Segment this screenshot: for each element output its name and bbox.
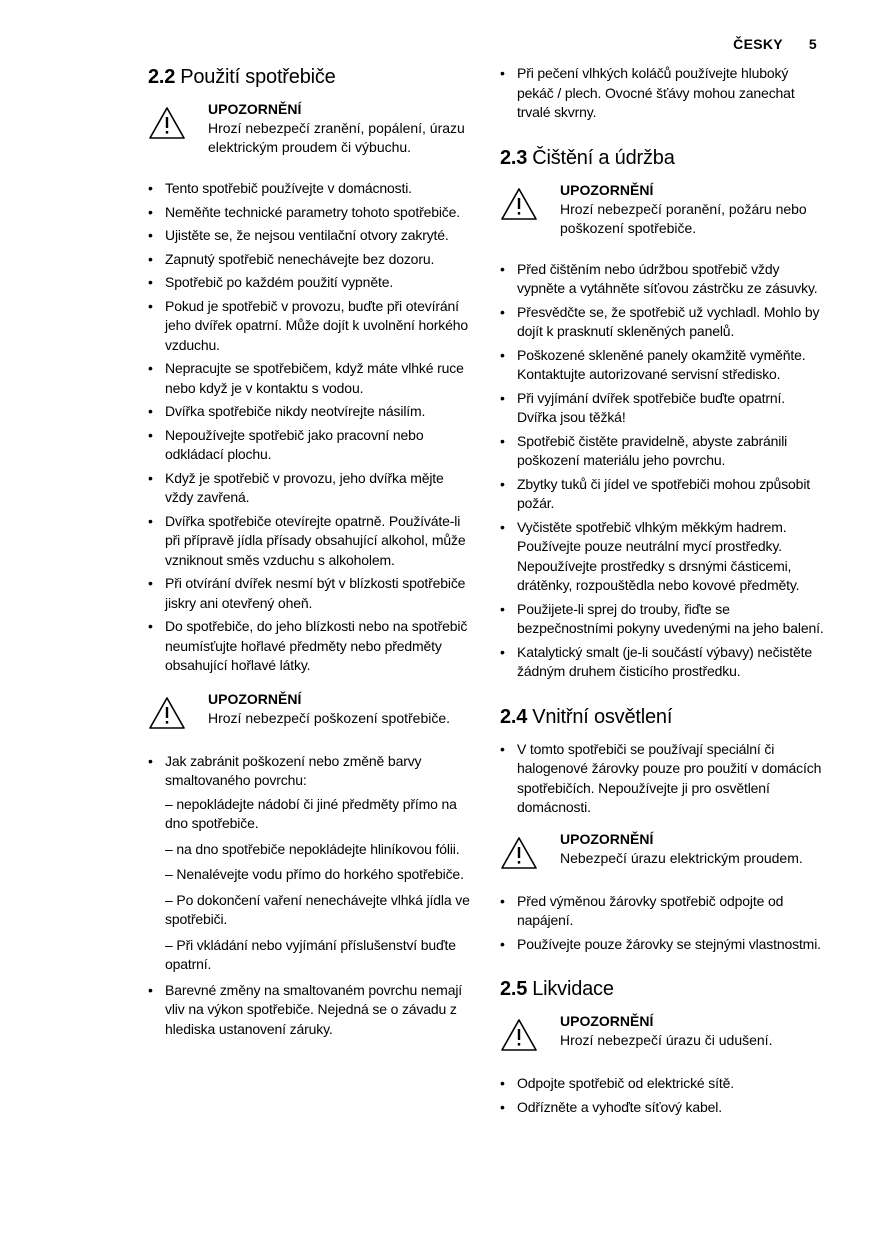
warning-box <box>148 690 473 730</box>
list-item: • Jak zabránit poškození nebo změně barvy smaltovaného povrchu: <box>148 752 473 791</box>
warning-text: Hrozí nebezpečí poškození spotřebiče. <box>208 709 451 726</box>
list-item: • Barevné změny na smaltovaném povrchu nemají vliv na výkon spotřebiče. Nejedná se o závadu z hlediska ustanovení záruky. <box>148 981 473 1040</box>
warning-box <box>500 830 825 870</box>
bullet-list <box>500 64 825 123</box>
bullet-list <box>500 260 825 682</box>
list-item: • Odřízněte a vyhoďte síťový kabel. <box>500 1098 825 1118</box>
list-item: • Poškozené skleněné panely okamžitě vyměňte. Kontaktujte autorizované servisní středisko. <box>500 346 825 385</box>
list-item: • Pokud je spotřebič v provozu, buďte při otevírání jeho dvířek opatrní. Může dojít k uvolnění horkého vzduchu. <box>148 297 473 356</box>
list-item: • Spotřebič čistěte pravidelně, abyste zabránili poškození materiálu jeho povrchu. <box>500 432 825 471</box>
list-item: • Neměňte technické parametry tohoto spotřebiče. <box>148 203 473 223</box>
page-header <box>733 36 817 52</box>
list-item: • Spotřebič po každém použití vypněte. <box>148 273 473 293</box>
warning-title: UPOZORNĚNÍ <box>208 101 302 117</box>
warning-text: Nebezpečí úrazu elektrickým proudem. <box>560 849 803 866</box>
warning-triangle-icon <box>500 187 542 221</box>
warning-box <box>148 100 473 157</box>
page-number: 5 <box>808 36 817 52</box>
section-title-2-2: 2.2 Použití spotřebiče <box>148 66 336 88</box>
sub-item: – Po dokončení vaření nenechávejte vlhká jídla ve spotřebiči. <box>165 891 470 927</box>
warning-title: UPOZORNĚNÍ <box>560 830 654 847</box>
list-item: • Nepoužívejte spotřebič jako pracovní nebo odkládací plochu. <box>148 426 473 465</box>
list-item: • Tento spotřebič používejte v domácnosti. <box>148 179 473 199</box>
left-column <box>148 64 473 1043</box>
warning-triangle-icon <box>500 836 542 870</box>
right-column <box>500 64 825 1121</box>
list-item: • Při vyjímání dvířek spotřebiče buďte opatrní. Dvířka jsou těžká! <box>500 389 825 428</box>
bullet-list <box>148 981 473 1040</box>
list-item: • Zapnutý spotřebič nenechávejte bez dozoru. <box>148 250 473 270</box>
list-item: • Při otvírání dvířek nesmí být v blízkosti spotřebiče jiskry ani otevřený oheň. <box>148 574 473 613</box>
warning-triangle-icon <box>500 1018 542 1052</box>
list-item: • Odpojte spotřebič od elektrické sítě. <box>500 1074 825 1094</box>
sub-item: – nepokládejte nádobí či jiné předměty přímo na dno spotřebiče. <box>165 795 457 831</box>
bullet-list <box>148 179 473 676</box>
list-item: • Před čištěním nebo údržbou spotřebič vždy vypněte a vytáhněte síťovou zástrčku ze zásuvky. <box>500 260 825 299</box>
list-item: • V tomto spotřebiči se používají speciální či halogenové žárovky pouze pro použití v domácích spotřebičích. Nepoužívejte ji pro osvětlení domácnosti. <box>500 740 825 818</box>
warning-title: UPOZORNĚNÍ <box>560 1013 654 1029</box>
section-title-2-3: 2.3 Čištění a údržba <box>500 146 675 169</box>
list-item: • Při pečení vlhkých koláčů používejte hluboký pekáč / plech. Ovocné šťávy mohou zanechat trvalé skvrny. <box>500 64 825 123</box>
section-title-2-5: 2.5 Likvidace <box>500 978 614 1000</box>
list-item: • Dvířka spotřebiče nikdy neotvírejte násilím. <box>148 402 473 422</box>
list-item: • Když je spotřebič v provozu, jeho dvířka mějte vždy zavřená. <box>148 469 473 508</box>
sub-item: – Při vkládání nebo vyjímání příslušenství buďte opatrní. <box>165 936 456 972</box>
warning-box <box>500 1012 825 1052</box>
warning-title: UPOZORNĚNÍ <box>560 181 654 198</box>
list-item: • Dvířka spotřebiče otevírejte opatrně. Používáte-li při přípravě jídla přísady obsahující alkohol, může vzniknout směs vzduchu s alkoholem. <box>148 512 473 571</box>
sub-item: – Nenalévejte vodu přímo do horkého spotřebiče. <box>165 866 464 882</box>
list-item: • Použijete-li sprej do trouby, řiďte se bezpečnostními pokyny uvedenými na jeho balení. <box>500 600 825 639</box>
list-item: • Katalytický smalt (je-li součástí výbavy) nečistěte žádným druhem čisticího prostředku. <box>500 643 825 682</box>
list-item: • Nepracujte se spotřebičem, když máte vlhké ruce nebo když je v kontaktu s vodou. <box>148 359 473 398</box>
bullet-list <box>500 892 825 955</box>
list-item: • Ujistěte se, že nejsou ventilační otvory zakryté. <box>148 226 473 246</box>
warning-text: Hrozí nebezpečí zranění, popálení, úrazu elektrickým proudem či výbuchu. <box>208 120 465 155</box>
list-item: • Používejte pouze žárovky se stejnými vlastnostmi. <box>500 935 825 955</box>
warning-triangle-icon <box>148 106 190 140</box>
warning-title: UPOZORNĚNÍ <box>208 690 302 707</box>
list-item: • Do spotřebiče, do jeho blízkosti nebo na spotřebič neumísťujte hořlavé předměty nebo předměty obsahující hořlavé látky. <box>148 617 473 676</box>
language-label: ČESKY <box>733 36 783 52</box>
warning-box <box>500 181 825 238</box>
sub-item: – na dno spotřebiče nepokládejte hliníkovou fólii. <box>165 840 460 857</box>
bullet-list <box>500 1074 825 1117</box>
bullet-list <box>500 740 825 818</box>
list-item: • Zbytky tuků či jídel ve spotřebiči mohou způsobit požár. <box>500 475 825 514</box>
warning-triangle-icon <box>148 696 190 730</box>
list-item: • Vyčistěte spotřebič vlhkým měkkým hadrem. Používejte pouze neutrální mycí prostředky. Nepoužívejte prostředky s drsnými částicemi, drátěnky, rozpouštědla nebo kovové předměty. <box>500 518 825 596</box>
warning-text: Hrozí nebezpečí úrazu či udušení. <box>560 1032 773 1048</box>
warning-text: Hrozí nebezpečí poranění, požáru nebo poškození spotřebiče. <box>560 200 807 236</box>
section-title-2-4: 2.4 Vnitřní osvětlení <box>500 705 673 728</box>
list-item: • Přesvědčte se, že spotřebič už vychladl. Mohlo by dojít k prasknutí skleněných panelů. <box>500 303 825 342</box>
list-item: • Před výměnou žárovky spotřebič odpojte od napájení. <box>500 892 825 931</box>
bullet-list <box>148 752 473 791</box>
